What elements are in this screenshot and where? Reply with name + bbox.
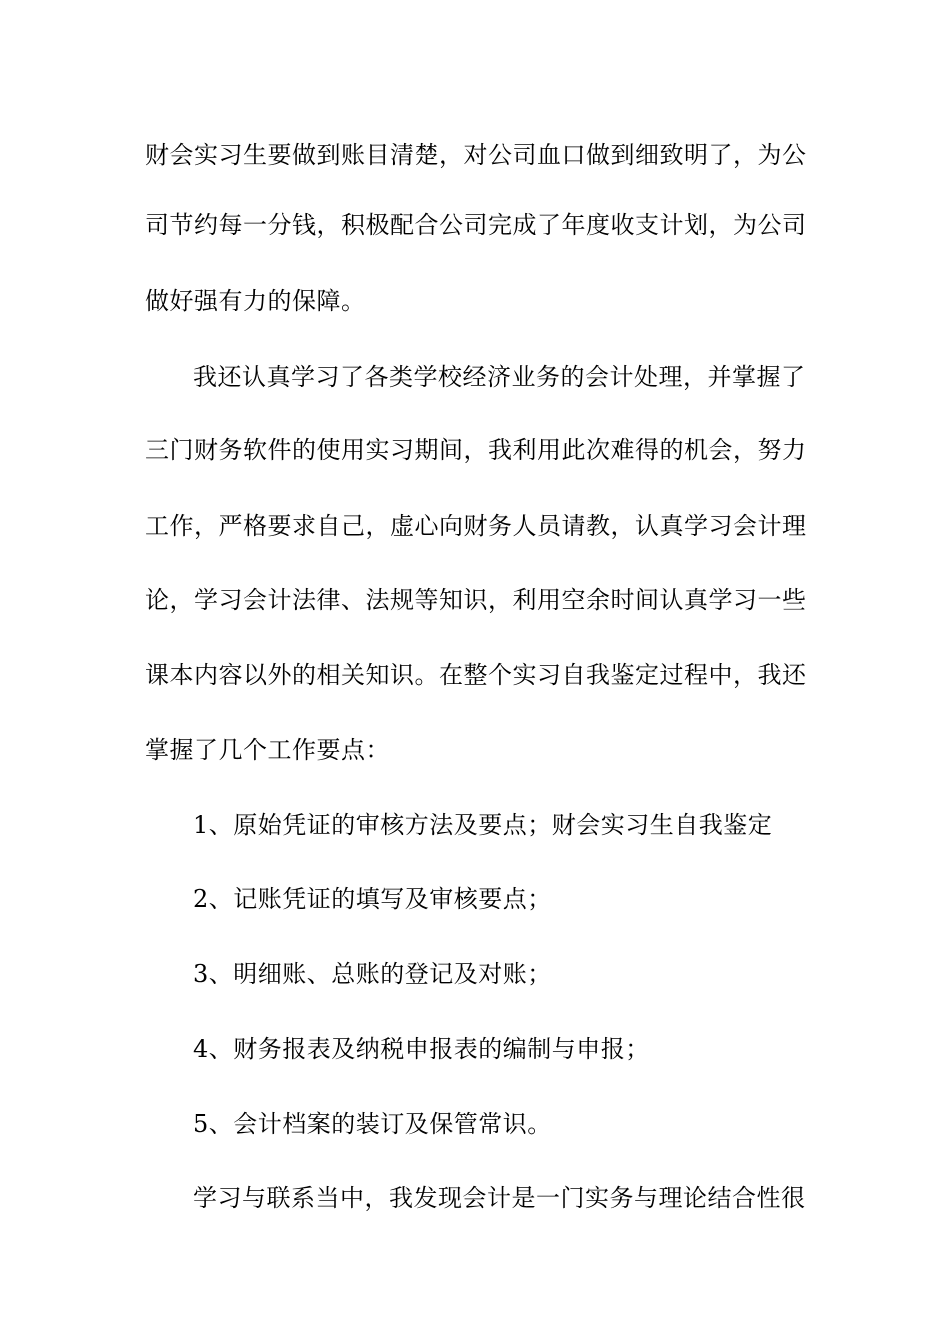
paragraph-line: 掌握了几个工作要点： [145, 736, 390, 764]
paragraph-line: 论，学习会计法律、法规等知识，利用空余时间认真学习一些 [145, 586, 807, 614]
paragraph-line: 课本内容以外的相关知识。在整个实习自我鉴定过程中，我还 [145, 661, 807, 689]
paragraph-line: 我还认真学习了各类学校经济业务的会计处理，并掌握了 [193, 363, 806, 391]
list-item: 4、财务报表及纳税申报表的编制与申报； [193, 1035, 650, 1063]
paragraph-line: 工作，严格要求自己，虚心向财务人员请教，认真学习会计理 [145, 512, 807, 540]
paragraph-line: 财会实习生要做到账目清楚，对公司血口做到细致明了，为公 [145, 141, 807, 169]
list-item: 1、原始凭证的审核方法及要点；财会实习生自我鉴定 [193, 811, 773, 839]
list-item: 2、记账凭证的填写及审核要点； [193, 885, 552, 913]
paragraph-line: 学习与联系当中，我发现会计是一门实务与理论结合性很 [193, 1184, 806, 1212]
paragraph-line: 做好强有力的保障。 [145, 287, 366, 315]
list-item: 3、明细账、总账的登记及对账； [193, 960, 552, 988]
paragraph-line: 三门财务软件的使用实习期间，我利用此次难得的机会，努力 [145, 436, 807, 464]
paragraph-line: 司节约每一分钱，积极配合公司完成了年度收支计划，为公司 [145, 211, 807, 239]
list-item: 5、会计档案的装订及保管常识。 [193, 1110, 552, 1138]
